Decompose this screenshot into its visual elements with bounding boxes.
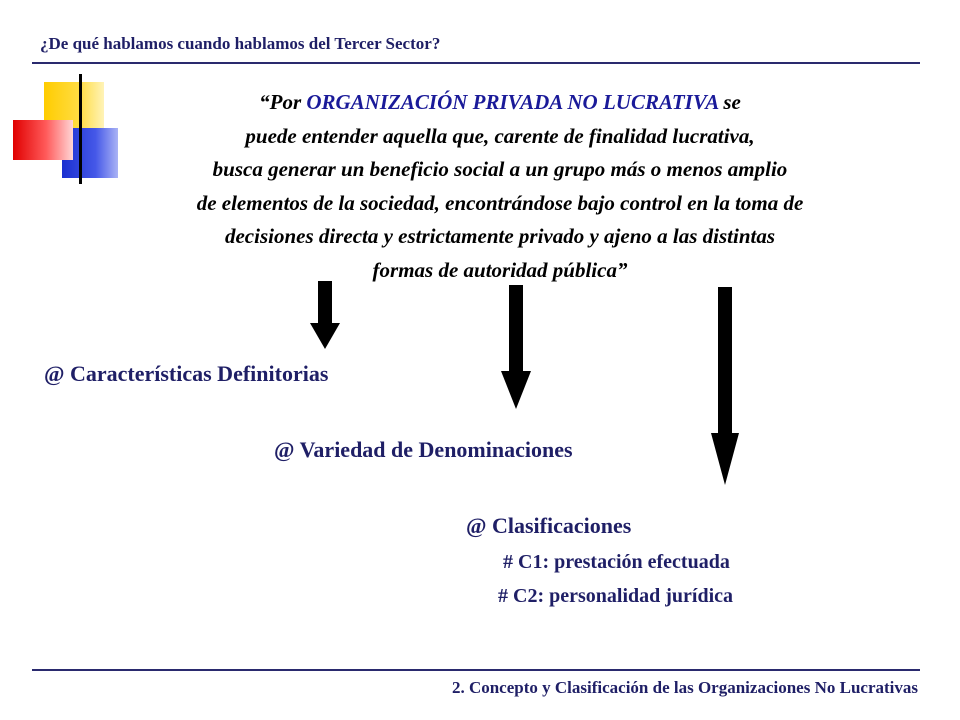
footer-divider — [32, 669, 920, 671]
item-clasificaciones: @ Clasificaciones — [466, 513, 632, 538]
arrow-down-icon — [310, 281, 340, 349]
quote-line-3: busca generar un beneficio social a un grupo más o menos amplio — [212, 157, 788, 181]
quote-line-6: formas de autoridad pública” — [372, 257, 628, 282]
decorative-red-square — [13, 120, 73, 160]
footer-title: 2. Concepto y Clasificación de las Organizaciones No Lucrativas — [451, 678, 918, 697]
item-variedad: @ Variedad de Denominaciones — [274, 437, 573, 462]
decorative-vertical-line — [79, 74, 82, 184]
quote-line-2: puede entender aquella que, carente de finalidad lucrativa, — [245, 123, 755, 148]
quote-line-4: de elementos de la sociedad, encontrándose bajo control en la toma de — [196, 190, 804, 215]
definition-quote — [110, 86, 890, 287]
item-c1: # C1: prestación efectuada — [503, 551, 730, 573]
quote-after-highlight: se — [718, 90, 741, 114]
item-caracteristicas: @ Características Definitorias — [44, 361, 329, 386]
quote-line-5: decisiones directa y estrictamente privado y ajeno a las distintas — [224, 224, 776, 248]
arrow-down-icon — [501, 285, 531, 409]
item-c2: # C2: personalidad jurídica — [498, 585, 734, 607]
header-title: ¿De qué hablamos cuando hablamos del Tercer Sector? — [40, 34, 441, 53]
quote-line-1 — [110, 86, 890, 120]
arrow-down-icon — [711, 287, 739, 485]
header-divider — [32, 62, 920, 64]
quote-open: “Por — [259, 90, 307, 114]
quote-highlight: ORGANIZACIÓN PRIVADA NO LUCRATIVA — [306, 90, 719, 114]
